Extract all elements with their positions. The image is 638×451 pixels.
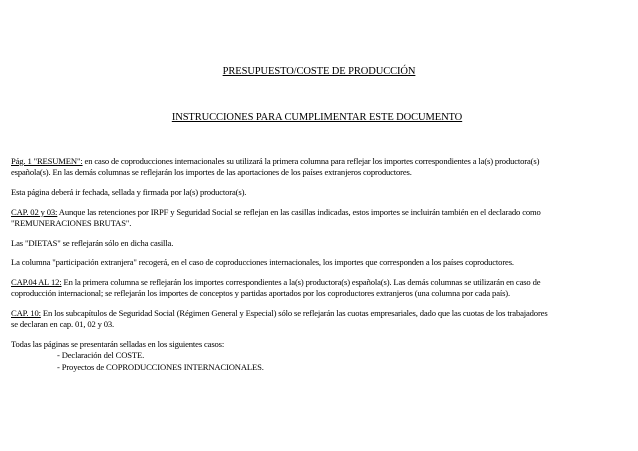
paragraph-line: española(s). En las demás columnas se reflejarán los importes de las aportaciones de los países extranjeros coproductores. xyxy=(11,167,412,178)
document-title xyxy=(0,66,638,77)
paragraph-cap-02-03 xyxy=(11,207,623,230)
paragraph-dietas xyxy=(11,238,623,249)
section-reference: Pág. 1 "RESUMEN": xyxy=(11,156,83,166)
paragraph-text: En la primera columna se reflejarán los importes correspondientes a la(s) productora(s) española(s). Las demás columnas se utilizarán en caso de xyxy=(61,277,541,288)
paragraph-sellado xyxy=(11,339,623,373)
paragraph-line xyxy=(11,156,623,167)
paragraph-resumen xyxy=(11,156,623,179)
section-reference: CAP. 02 y 03: xyxy=(11,206,58,217)
paragraph-line: Esta página deberá ir fechada, sellada y firmada por la(s) productora(s). xyxy=(11,186,247,197)
paragraph-text: en caso de coproducciones internacionales su utilizará la primera columna para reflejar los importes correspondientes a la(s) productora(s) xyxy=(82,156,540,166)
paragraph-line xyxy=(11,207,623,218)
paragraph-line: coproducción internacional; se reflejarán los importes de conceptos y partidas aportados por los coproductores extranjeros (una columna por cada país). xyxy=(11,288,510,299)
document-subtitle xyxy=(0,112,634,123)
paragraph-cap-10 xyxy=(11,308,623,331)
paragraph-line xyxy=(11,277,623,288)
document-subtitle-text: INSTRUCCIONES PARA CUMPLIMENTAR ESTE DOCUMENTO xyxy=(171,112,463,123)
paragraph-line: La columna "participación extranjera" recogerá, en el caso de coproducciones internacionales, los importes que corresponden a los países coproductores. xyxy=(11,257,514,268)
paragraph-text: En los subcapítulos de Seguridad Social (Régimen General y Especial) sólo se reflejarán las cuotas empresariales, dado que las cuotas de los trabajadores xyxy=(40,308,548,319)
list-item: - Declaración del COSTE. xyxy=(57,350,145,361)
paragraph-line: Todas las páginas se presentarán selladas en los siguientes casos: xyxy=(11,339,225,349)
paragraph-line: Las "DIETAS" se reflejarán sólo en dicha casilla. xyxy=(11,237,174,248)
paragraph-line: "REMUNERACIONES BRUTAS". xyxy=(11,217,132,228)
section-reference: CAP.04 AL 12: xyxy=(11,277,62,288)
paragraph-signature xyxy=(11,187,623,198)
paragraph-cap-04-12 xyxy=(11,277,623,300)
section-reference: CAP. 10: xyxy=(11,308,41,319)
paragraph-participacion xyxy=(11,257,623,268)
list-item: - Proyectos de COPRODUCCIONES INTERNACIONALES. xyxy=(57,361,264,372)
paragraph-line: se declaran en cap. 01, 02 y 03. xyxy=(11,319,115,330)
document-title-text: PRESUPUESTO/COSTE DE PRODUCCIÓN xyxy=(222,66,416,77)
paragraph-text: Aunque las retenciones por IRPF y Seguridad Social se reflejan en las casillas indicadas, estos importes se incluirán también en el declarado como xyxy=(57,206,541,217)
paragraph-line xyxy=(11,308,623,319)
instructions-body xyxy=(11,156,623,381)
